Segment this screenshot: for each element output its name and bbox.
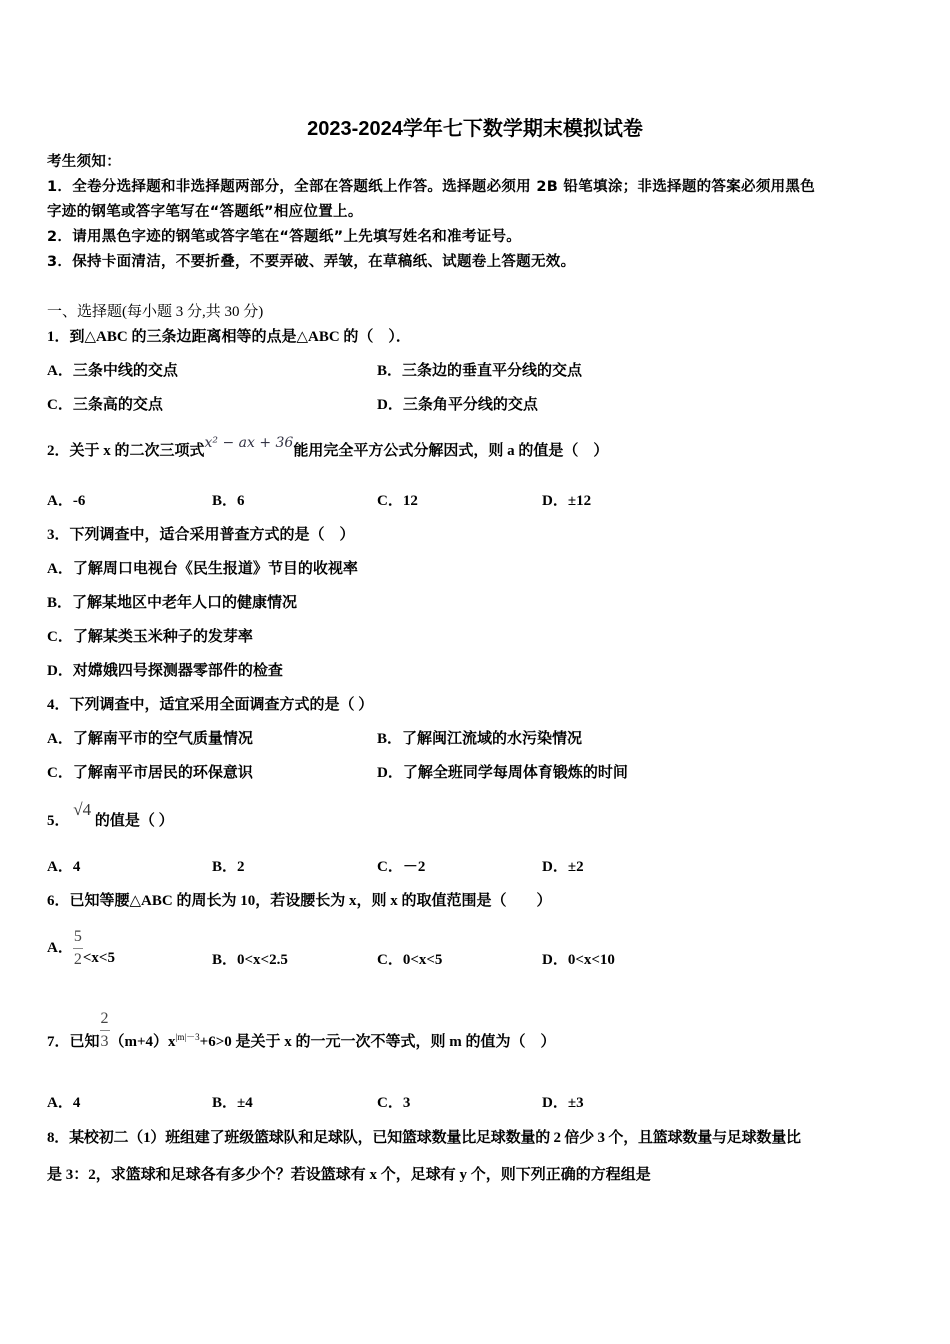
q5-option-c: C．－2 xyxy=(377,859,426,875)
q6-fraction xyxy=(73,928,83,969)
q5-option-d: D．±2 xyxy=(542,859,584,875)
q4-option-b: B．了解闽江流域的水污染情况 xyxy=(377,731,583,747)
q1-stem: 1．到△ABC 的三条边距离相等的点是△ABC 的（ ）． xyxy=(47,329,411,345)
q4-stem: 4．下列调查中，适宜采用全面调查方式的是（ ） xyxy=(47,697,374,713)
q1-option-c: C．三条高的交点 xyxy=(47,397,163,413)
q4-option-c: C．了解南平市居民的环保意识 xyxy=(47,765,253,781)
q7-option-a: A．4 xyxy=(47,1095,81,1111)
q6-option-a-label: A． xyxy=(47,939,73,956)
q6-option-c: C．0<x<5 xyxy=(377,952,443,968)
q3-stem: 3．下列调查中，适合采用普查方式的是（ ） xyxy=(47,527,355,543)
q7-option-d: D．±3 xyxy=(542,1095,584,1111)
q3-option-d: D．对嫦娥四号探测器零部件的检查 xyxy=(47,663,283,679)
q2-option-b: B．6 xyxy=(212,493,245,509)
fraction-numerator: 2 xyxy=(100,1010,109,1027)
q7-exponent: |m|－3 xyxy=(175,1031,200,1042)
q4-option-d: D．了解全班同学每周体育锻炼的时间 xyxy=(377,765,628,781)
q7-stem-post: +6>0 是关于 x 的一元一次不等式，则 m 的值为（ ） xyxy=(199,1033,556,1050)
section-heading: 一、选择题(每小题 3 分,共 30 分) xyxy=(47,304,264,320)
q2-option-a: A．-6 xyxy=(47,493,86,509)
q7-stem xyxy=(47,1010,556,1051)
notice-line: 3．保持卡面清洁，不要折叠，不要弄破、弄皱，在草稿纸、试题卷上答题无效。 xyxy=(47,254,576,270)
page-title: 2023-2024学年七下数学期末模拟试卷 xyxy=(307,118,643,140)
q3-option-a: A．了解周口电视台《民生报道》节目的收视率 xyxy=(47,561,358,577)
q5-option-b: B．2 xyxy=(212,859,245,875)
q6-option-b: B．0<x<2.5 xyxy=(212,952,288,968)
q2-option-d: D．±12 xyxy=(542,493,592,509)
notice-line: 2．请用黑色字迹的钢笔或答字笔在“答题纸”上先填写姓名和准考证号。 xyxy=(47,229,522,245)
fraction-denominator: 2 xyxy=(73,951,82,968)
q7-fraction xyxy=(100,1010,110,1051)
q6-option-d: D．0<x<10 xyxy=(542,952,615,968)
q5-stem xyxy=(47,800,174,831)
q1-option-b: B．三条边的垂直平分线的交点 xyxy=(377,363,583,379)
notice-line: 字迹的钢笔或答字笔写在“答题纸”相应位置上。 xyxy=(47,204,363,220)
notice-heading: 考生须知： xyxy=(47,154,121,170)
q5-number: 5． xyxy=(47,813,70,829)
q2-formula: x² − ax + 36 xyxy=(204,435,294,451)
q8-stem-line: 8．某校初二（1）班组建了班级篮球队和足球队，已知篮球数量比足球数量的 2 倍少 3 个，且篮球数量与足球数量比 xyxy=(47,1130,801,1146)
q8-stem-line: 是 3：2，求篮球和足球各有多少个？若设篮球有 x 个，足球有 y 个，则下列正确的方程组是 xyxy=(47,1167,651,1183)
fraction-numerator: 5 xyxy=(73,928,82,945)
q1-option-a: A．三条中线的交点 xyxy=(47,363,178,379)
q4-option-a: A．了解南平市的空气质量情况 xyxy=(47,731,253,747)
q5-sqrt: √4 xyxy=(73,800,92,819)
q3-option-b: B．了解某地区中老年人口的健康情况 xyxy=(47,595,298,611)
q1-option-d: D．三条角平分线的交点 xyxy=(377,397,538,413)
q2-stem-pre: 2．关于 x 的二次三项式 xyxy=(47,443,205,459)
fraction-denominator: 3 xyxy=(100,1033,109,1050)
q3-option-c: C．了解某类玉米种子的发芽率 xyxy=(47,629,253,645)
q6-option-a-range: <x<5 xyxy=(82,949,115,966)
q7-option-b: B．±4 xyxy=(212,1095,253,1111)
notice-line: 1．全卷分选择题和非选择题两部分，全部在答题纸上作答。选择题必须用 2B 铅笔填涂；非选择题的答案必须用黑色 xyxy=(47,179,816,195)
q7-stem-pre: 7．已知 xyxy=(47,1033,100,1050)
q6-stem: 6．已知等腰△ABC 的周长为 10，若设腰长为 x，则 x 的取值范围是（ ） xyxy=(47,893,552,909)
q7-option-c: C．3 xyxy=(377,1095,411,1111)
q7-expression: （m+4）x xyxy=(109,1033,176,1050)
q5-stem-post: 的值是（ ） xyxy=(94,813,174,829)
q6-option-a xyxy=(47,928,115,969)
q2-stem-post: 能用完全平方公式分解因式，则 a 的值是（ ） xyxy=(293,443,609,459)
q2-stem xyxy=(47,435,609,461)
q5-option-a: A．4 xyxy=(47,859,81,875)
q2-option-c: C．12 xyxy=(377,493,418,509)
